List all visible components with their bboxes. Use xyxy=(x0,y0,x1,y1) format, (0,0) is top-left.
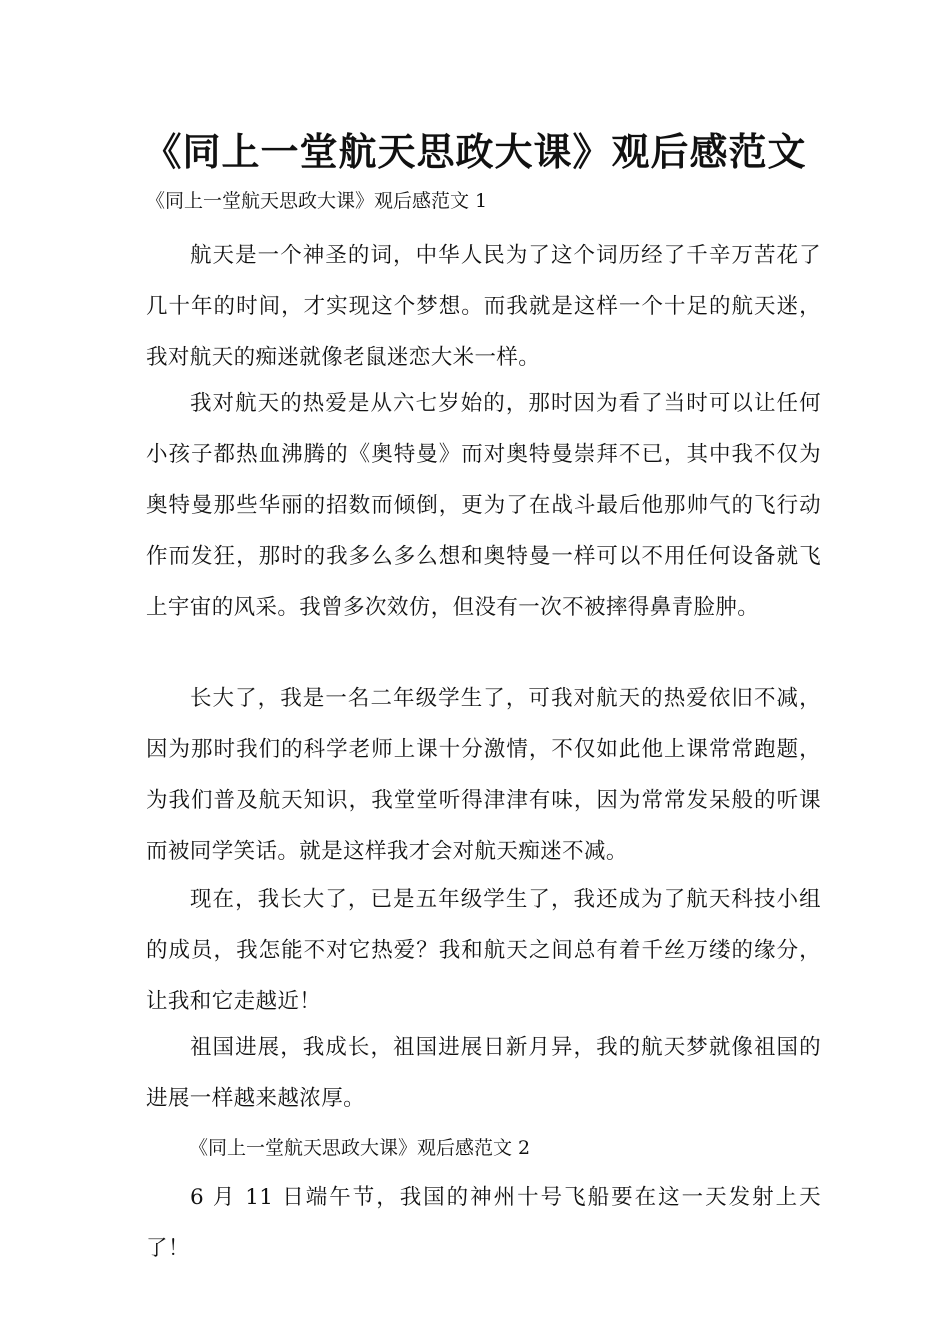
paragraph-2: 我对航天的热爱是从六七岁始的，那时因为看了当时可以让任何小孩子都热血沸腾的《奥特曼》而对奥特曼崇拜不已，其中我不仅为奥特曼那些华丽的招数而倾倒，更为了在战斗最后他那帅气的飞行动作而发狂，那时的我多么多么想和奥特曼一样可以不用任何设备就飞上宇宙的风采。我曾多次效仿，但没有一次不被摔得鼻青脸肿。 xyxy=(146,391,821,620)
section-heading-1: 《同上一堂航天思政大课》观后感范文 1 xyxy=(146,190,488,212)
paragraph-3: 长大了，我是一名二年级学生了，可我对航天的热爱依旧不减，因为那时我们的科学老师上课十分激情，不仅如此他上课常常跑题，为我们普及航天知识，我堂堂听得津津有味，因为常常发呆般的听课而被同学笑话。就是这样我才会对航天痴迷不减。 xyxy=(146,686,821,864)
document-title: 《同上一堂航天思政大课》观后感范文 xyxy=(143,130,807,174)
section-heading-2: 《同上一堂航天思政大课》观后感范文 2 xyxy=(189,1137,531,1159)
paragraph-4: 现在，我长大了，已是五年级学生了，我还成为了航天科技小组的成员，我怎能不对它热爱？我和航天之间总有着千丝万缕的缘分，让我和它走越近！ xyxy=(146,887,821,1014)
paragraph-5: 祖国进展，我成长，祖国进展日新月异，我的航天梦就像祖国的进展一样越来越浓厚。 xyxy=(146,1035,821,1111)
paragraph-6: 6 月 11 日端午节，我国的神州十号飞船要在这一天发射上天了！ xyxy=(146,1185,821,1261)
paragraph-1: 航天是一个神圣的词，中华人民为了这个词历经了千辛万苦花了几十年的时间，才实现这个梦想。而我就是这样一个十足的航天迷，我对航天的痴迷就像老鼠迷恋大米一样。 xyxy=(146,243,821,370)
